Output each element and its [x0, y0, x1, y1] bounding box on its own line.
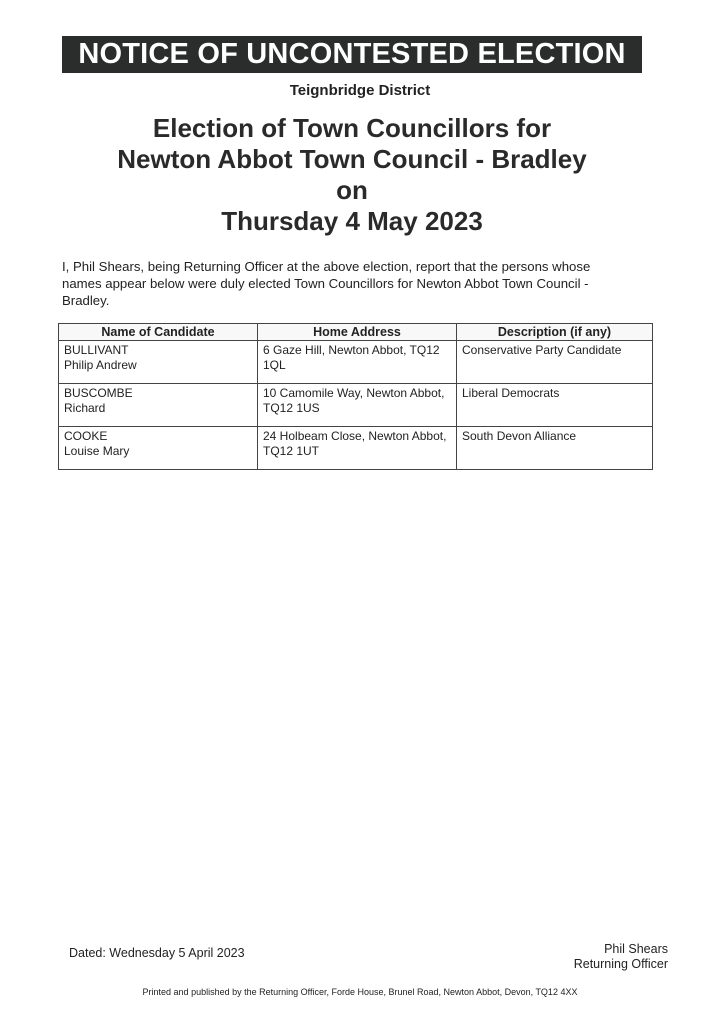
signature-block	[574, 942, 668, 972]
table-row	[59, 341, 653, 384]
header-address: Home Address	[258, 324, 457, 341]
candidate-forenames: Louise Mary	[64, 444, 130, 458]
candidate-forenames: Philip Andrew	[64, 358, 137, 372]
header-name: Name of Candidate	[59, 324, 258, 341]
title-line-4: Thursday 4 May 2023	[221, 206, 483, 236]
table-header-row	[59, 324, 653, 341]
candidate-surname: COOKE	[64, 429, 108, 443]
candidate-name	[59, 341, 258, 384]
intro-statement: I, Phil Shears, being Returning Officer at the above election, report that the persons whose names appear below were duly elected Town Councillors for Newton Abbot Town Council - Bradley.	[62, 259, 591, 308]
candidate-address: 6 Gaze Hill, Newton Abbot, TQ12 1QL	[258, 341, 457, 384]
candidate-description: Liberal Democrats	[457, 384, 653, 427]
election-title	[0, 113, 704, 237]
candidate-description: Conservative Party Candidate	[457, 341, 653, 384]
candidate-forenames: Richard	[64, 401, 106, 415]
officer-title: Returning Officer	[573, 957, 668, 971]
candidate-description: South Devon Alliance	[457, 427, 653, 470]
title-line-2: Newton Abbot Town Council - Bradley	[117, 144, 587, 174]
candidate-surname: BUSCOMBE	[64, 386, 133, 400]
candidate-address: 24 Holbeam Close, Newton Abbot, TQ12 1UT	[258, 427, 457, 470]
title-line-1: Election of Town Councillors for	[152, 113, 552, 143]
officer-name: Phil Shears	[604, 942, 668, 956]
candidate-name	[59, 384, 258, 427]
imprint: Printed and published by the Returning Officer, Forde House, Brunel Road, Newton Abbot, Devon, TQ12 4XX	[142, 987, 578, 997]
candidate-surname: BULLIVANT	[64, 343, 129, 357]
district-name: Teignbridge District	[289, 82, 431, 99]
table-row	[59, 427, 653, 470]
table-row	[59, 384, 653, 427]
candidate-address: 10 Camomile Way, Newton Abbot, TQ12 1US	[258, 384, 457, 427]
dated-line: Dated: Wednesday 5 April 2023	[69, 946, 245, 960]
candidates-table	[58, 323, 653, 470]
header-description: Description (if any)	[457, 324, 653, 341]
candidate-name	[59, 427, 258, 470]
notice-banner: NOTICE OF UNCONTESTED ELECTION	[62, 36, 642, 73]
title-line-3: on	[336, 175, 368, 205]
